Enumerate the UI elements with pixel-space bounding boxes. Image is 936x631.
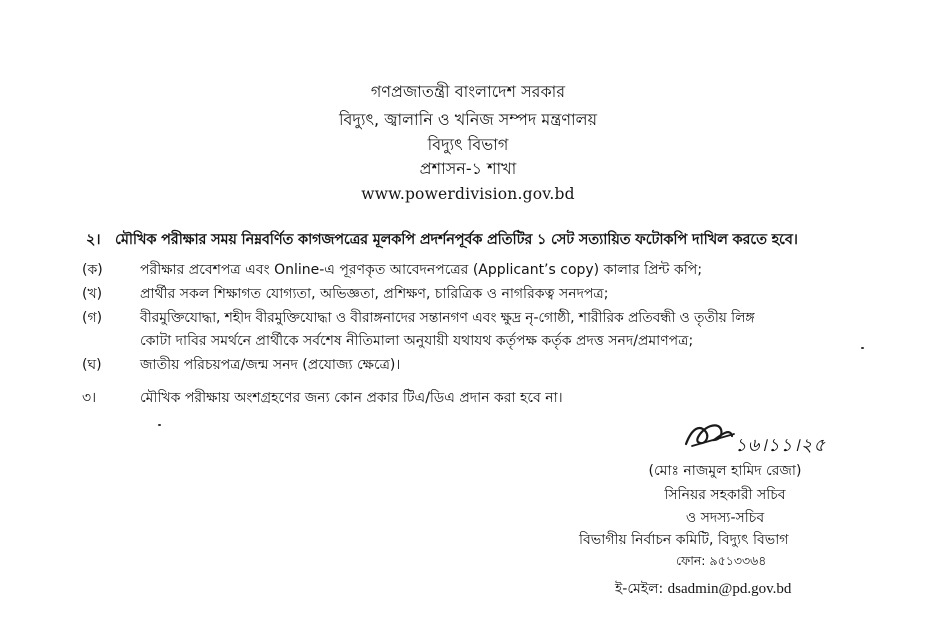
website-link[interactable]: www.powerdivision.gov.bd — [361, 185, 575, 203]
item-ka-label: (ক) — [82, 262, 103, 278]
scan-speck — [158, 424, 161, 426]
government-title — [0, 79, 936, 106]
section-3-number: ৩। — [82, 390, 97, 406]
phone-row — [676, 553, 766, 573]
item-gha-label: (ঘ) — [82, 357, 102, 373]
section-2-number: ২। — [86, 232, 101, 248]
signature-date: ১৬।১১।২৫ — [735, 435, 827, 456]
email-row — [615, 577, 791, 601]
signatory-designation: সিনিয়র সহকারী সচিব — [664, 487, 786, 503]
division-title-text: বিদ্যুৎ বিভাগ — [427, 135, 509, 154]
item-ga-label: (গ) — [82, 310, 103, 326]
item-kha-label: (খ) — [82, 286, 103, 302]
item-ga-text: বীরমুক্তিযোদ্ধা, শহীদ বীরমুক্তিযোদ্ধা ও বীরাঙ্গনাদের সন্তানগণ এবং ক্ষুদ্র নৃ-গোষ্ঠী, শারীরিক প্রতিবন্ধী ও তৃতীয় লিঙ্গ — [140, 310, 755, 326]
committee-name: বিভাগীয় নির্বাচন কমিটি, বিদ্যুৎ বিভাগ — [579, 532, 789, 548]
division-title — [0, 132, 936, 159]
signatory-role: ও সদস্য-সচিব — [685, 510, 765, 526]
phone-label: ফোন: — [676, 553, 706, 568]
website-line — [0, 185, 936, 203]
branch-title — [0, 156, 936, 183]
section-3-text: মৌখিক পরীক্ষায় অংশগ্রহণের জন্য কোন প্রকার টিএ/ডিএ প্রদান করা হবে না। — [140, 390, 563, 406]
item-ka-text: পরীক্ষার প্রবেশপত্র এবং Online-এ পূরণকৃত আবেদনপত্রের (Applicant’s copy) কালার প্রিন্ট কপি; — [140, 262, 703, 278]
branch-title-text: প্রশাসন-১ শাখা — [419, 159, 517, 178]
phone-number: ৯৫১৩৩৬৪ — [709, 553, 767, 568]
section-2-title: মৌখিক পরীক্ষার সময় নিম্নবর্ণিত কাগজপত্রের মূলকপি প্রদর্শনপূর্বক প্রতিটির ১ সেট সত্যায়িত ফটোকপি দাখিল করতে হবে। — [115, 232, 798, 248]
government-title-text: গণপ্রজাতন্ত্রী বাংলাদেশ সরকার — [370, 82, 566, 101]
scan-speck — [861, 347, 864, 349]
item-kha-text: প্রার্থীর সকল শিক্ষাগত যোগ্যতা, অভিজ্ঞতা, প্রশিক্ষণ, চারিত্রিক ও নাগরিকত্ব সনদপত্র; — [140, 286, 609, 302]
signatory-name: (মোঃ নাজমুল হামিদ রেজা) — [648, 463, 802, 479]
email-address[interactable]: dsadmin@pd.gov.bd — [667, 581, 792, 597]
ministry-title-text: বিদ্যুৎ, জ্বালানি ও খনিজ সম্পদ মন্ত্রণালয় — [338, 110, 598, 129]
email-label: ই-মেইল: — [615, 581, 664, 597]
item-ga-text-continued: কোটা দাবির সমর্থনে প্রার্থীকে সর্বশেষ নীতিমালা অনুযায়ী যথাযথ কর্তৃপক্ষ কর্তৃক প্রদত্ত সনদ/প্রমাণপত্র; — [140, 333, 694, 349]
item-gha-text: জাতীয় পরিচয়পত্র/জন্ম সনদ (প্রযোজ্য ক্ষেত্রে)। — [140, 357, 401, 373]
ministry-title — [0, 107, 936, 134]
